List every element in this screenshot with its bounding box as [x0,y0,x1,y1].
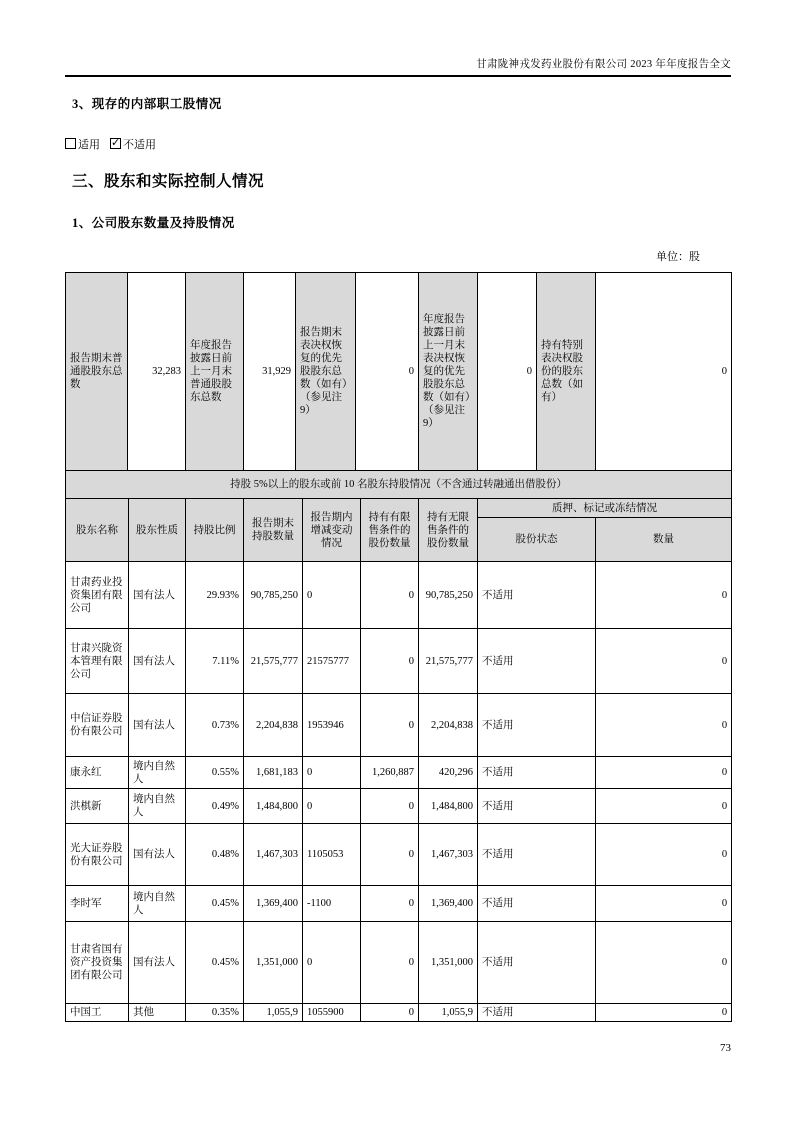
col-header-pledge-qty: 数量 [596,518,732,562]
shareholder-row [66,824,732,886]
shareholder-row [66,789,732,824]
shareholder-name-cell: 光大证券股份有限公司 [66,824,129,886]
col-header-pledge-group: 质押、标记或冻结情况 [478,499,732,518]
restricted-shares-cell: 0 [361,629,419,694]
change-cell: 1105053 [303,824,361,886]
section-heading-shareholders: 三、股东和实际控制人情况 [72,173,265,190]
shareholder-name-cell: 甘肃兴陇资本管理有限公司 [66,629,129,694]
change-cell: 0 [303,757,361,789]
shareholder-row [66,562,732,629]
shareholder-nature-cell: 境内自然人 [129,886,186,922]
unrestricted-shares-cell: 21,575,777 [419,629,478,694]
summary-value-cell: 31,929 [244,273,296,471]
shareholder-summary-table [65,272,732,471]
shareholder-row [66,922,732,1004]
band-title: 持股 5%以上的股东或前 10 名股东持股情况（不含通过转融通出借股份） [66,471,732,499]
unrestricted-shares-cell: 1,369,400 [419,886,478,922]
checkbox-unchecked-icon [65,138,76,149]
shareholder-name-cell: 甘肃省国有资产投资集团有限公司 [66,922,129,1004]
summary-label-cell: 报告期末表决权恢复的优先股股东总数（如有）（参见注 9） [296,273,356,471]
col-header-name: 股东名称 [66,499,129,562]
pledge-status-cell: 不适用 [478,789,596,824]
unrestricted-shares-cell: 1,484,800 [419,789,478,824]
col-header-nature: 股东性质 [129,499,186,562]
shareholder-row [66,757,732,789]
restricted-shares-cell: 0 [361,1004,419,1022]
shareholder-name-cell: 李时军 [66,886,129,922]
summary-value-cell: 0 [478,273,537,471]
summary-value-cell: 0 [356,273,419,471]
unit-label: 单位：股 [656,251,700,263]
checkbox-checked-icon [110,138,121,149]
holding-ratio-cell: 0.49% [186,789,244,824]
summary-label-cell: 持有特别表决权股份的股东总数（如有） [537,273,596,471]
section-heading-internal-staff: 3、现存的内部职工股情况 [72,97,222,111]
shareholder-row [66,694,732,757]
change-cell: 1953946 [303,694,361,757]
shares-end-cell: 2,204,838 [244,694,303,757]
change-cell: 1055900 [303,1004,361,1022]
restricted-shares-cell: 0 [361,922,419,1004]
shares-end-cell: 1,484,800 [244,789,303,824]
shareholder-name-cell: 中国工 [66,1004,129,1022]
holding-ratio-cell: 0.35% [186,1004,244,1022]
shareholder-nature-cell: 其他 [129,1004,186,1022]
change-cell: -1100 [303,886,361,922]
pledge-status-cell: 不适用 [478,824,596,886]
holding-ratio-cell: 0.55% [186,757,244,789]
shares-end-cell: 1,467,303 [244,824,303,886]
restricted-shares-cell: 0 [361,562,419,629]
shareholder-nature-cell: 国有法人 [129,629,186,694]
restricted-shares-cell: 0 [361,824,419,886]
shares-end-cell: 1,055,9 [244,1004,303,1022]
shares-end-cell: 1,681,183 [244,757,303,789]
unrestricted-shares-cell: 2,204,838 [419,694,478,757]
summary-value-cell: 32,283 [128,273,186,471]
subsection-heading-shareholder-count: 1、公司股东数量及持股情况 [72,216,235,230]
shareholder-nature-cell: 国有法人 [129,922,186,1004]
applicable-label: 适用 [78,139,100,151]
pledge-qty-cell: 0 [596,629,732,694]
shareholder-name-cell: 康永红 [66,757,129,789]
shares-end-cell: 21,575,777 [244,629,303,694]
shareholder-name-cell: 洪棋新 [66,789,129,824]
change-cell: 21575777 [303,629,361,694]
pledge-qty-cell: 0 [596,694,732,757]
holding-ratio-cell: 0.45% [186,886,244,922]
col-header-restricted: 持有有限售条件的股份数量 [361,499,419,562]
pledge-status-cell: 不适用 [478,757,596,789]
pledge-status-cell: 不适用 [478,694,596,757]
col-header-unrestricted: 持有无限售条件的股份数量 [419,499,478,562]
pledge-qty-cell: 0 [596,562,732,629]
pledge-qty-cell: 0 [596,824,732,886]
holding-ratio-cell: 0.45% [186,922,244,1004]
summary-label-cell: 年度报告披露日前上一月末表决权恢复的优先股股东总数（如有）（参见注 9） [419,273,478,471]
shares-end-cell: 1,369,400 [244,886,303,922]
holding-ratio-cell: 0.73% [186,694,244,757]
top-shareholders-table [65,470,732,1022]
pledge-qty-cell: 0 [596,886,732,922]
pledge-status-cell: 不适用 [478,629,596,694]
col-header-pledge-status: 股份状态 [478,518,596,562]
pledge-qty-cell: 0 [596,757,732,789]
change-cell: 0 [303,922,361,1004]
holding-ratio-cell: 29.93% [186,562,244,629]
shareholder-name-cell: 中信证券股份有限公司 [66,694,129,757]
restricted-shares-cell: 0 [361,789,419,824]
restricted-shares-cell: 0 [361,694,419,757]
restricted-shares-cell: 0 [361,886,419,922]
pledge-qty-cell: 0 [596,1004,732,1022]
page-number: 73 [720,1042,731,1054]
shareholder-nature-cell: 境内自然人 [129,757,186,789]
unrestricted-shares-cell: 420,296 [419,757,478,789]
change-cell: 0 [303,562,361,629]
col-header-ratio: 持股比例 [186,499,244,562]
summary-value-cell: 0 [596,273,732,471]
col-header-change: 报告期内增减变动情况 [303,499,361,562]
shares-end-cell: 90,785,250 [244,562,303,629]
not-applicable-label: 不适用 [123,139,156,151]
shareholder-name-cell: 甘肃药业投资集团有限公司 [66,562,129,629]
unrestricted-shares-cell: 1,055,9 [419,1004,478,1022]
pledge-status-cell: 不适用 [478,886,596,922]
shareholder-row [66,629,732,694]
unrestricted-shares-cell: 90,785,250 [419,562,478,629]
pledge-status-cell: 不适用 [478,1004,596,1022]
summary-label-cell: 年度报告披露日前上一月末普通股股东总数 [186,273,244,471]
restricted-shares-cell: 1,260,887 [361,757,419,789]
header-rule [65,75,731,77]
applicability-row [65,136,156,152]
unrestricted-shares-cell: 1,351,000 [419,922,478,1004]
holding-ratio-cell: 0.48% [186,824,244,886]
shares-end-cell: 1,351,000 [244,922,303,1004]
pledge-qty-cell: 0 [596,789,732,824]
col-header-shares-end: 报告期末持股数量 [244,499,303,562]
change-cell: 0 [303,789,361,824]
summary-label-cell: 报告期末普通股股东总数 [66,273,128,471]
holding-ratio-cell: 7.11% [186,629,244,694]
shareholder-nature-cell: 国有法人 [129,562,186,629]
pledge-status-cell: 不适用 [478,922,596,1004]
shareholder-row [66,886,732,922]
shareholder-nature-cell: 国有法人 [129,694,186,757]
pledge-status-cell: 不适用 [478,562,596,629]
shareholder-row [66,1004,732,1022]
shareholder-nature-cell: 境内自然人 [129,789,186,824]
unrestricted-shares-cell: 1,467,303 [419,824,478,886]
shareholder-nature-cell: 国有法人 [129,824,186,886]
shareholder-tables [65,272,731,1022]
page-header-title: 甘肃陇神戎发药业股份有限公司 2023 年年度报告全文 [476,59,731,70]
pledge-qty-cell: 0 [596,922,732,1004]
